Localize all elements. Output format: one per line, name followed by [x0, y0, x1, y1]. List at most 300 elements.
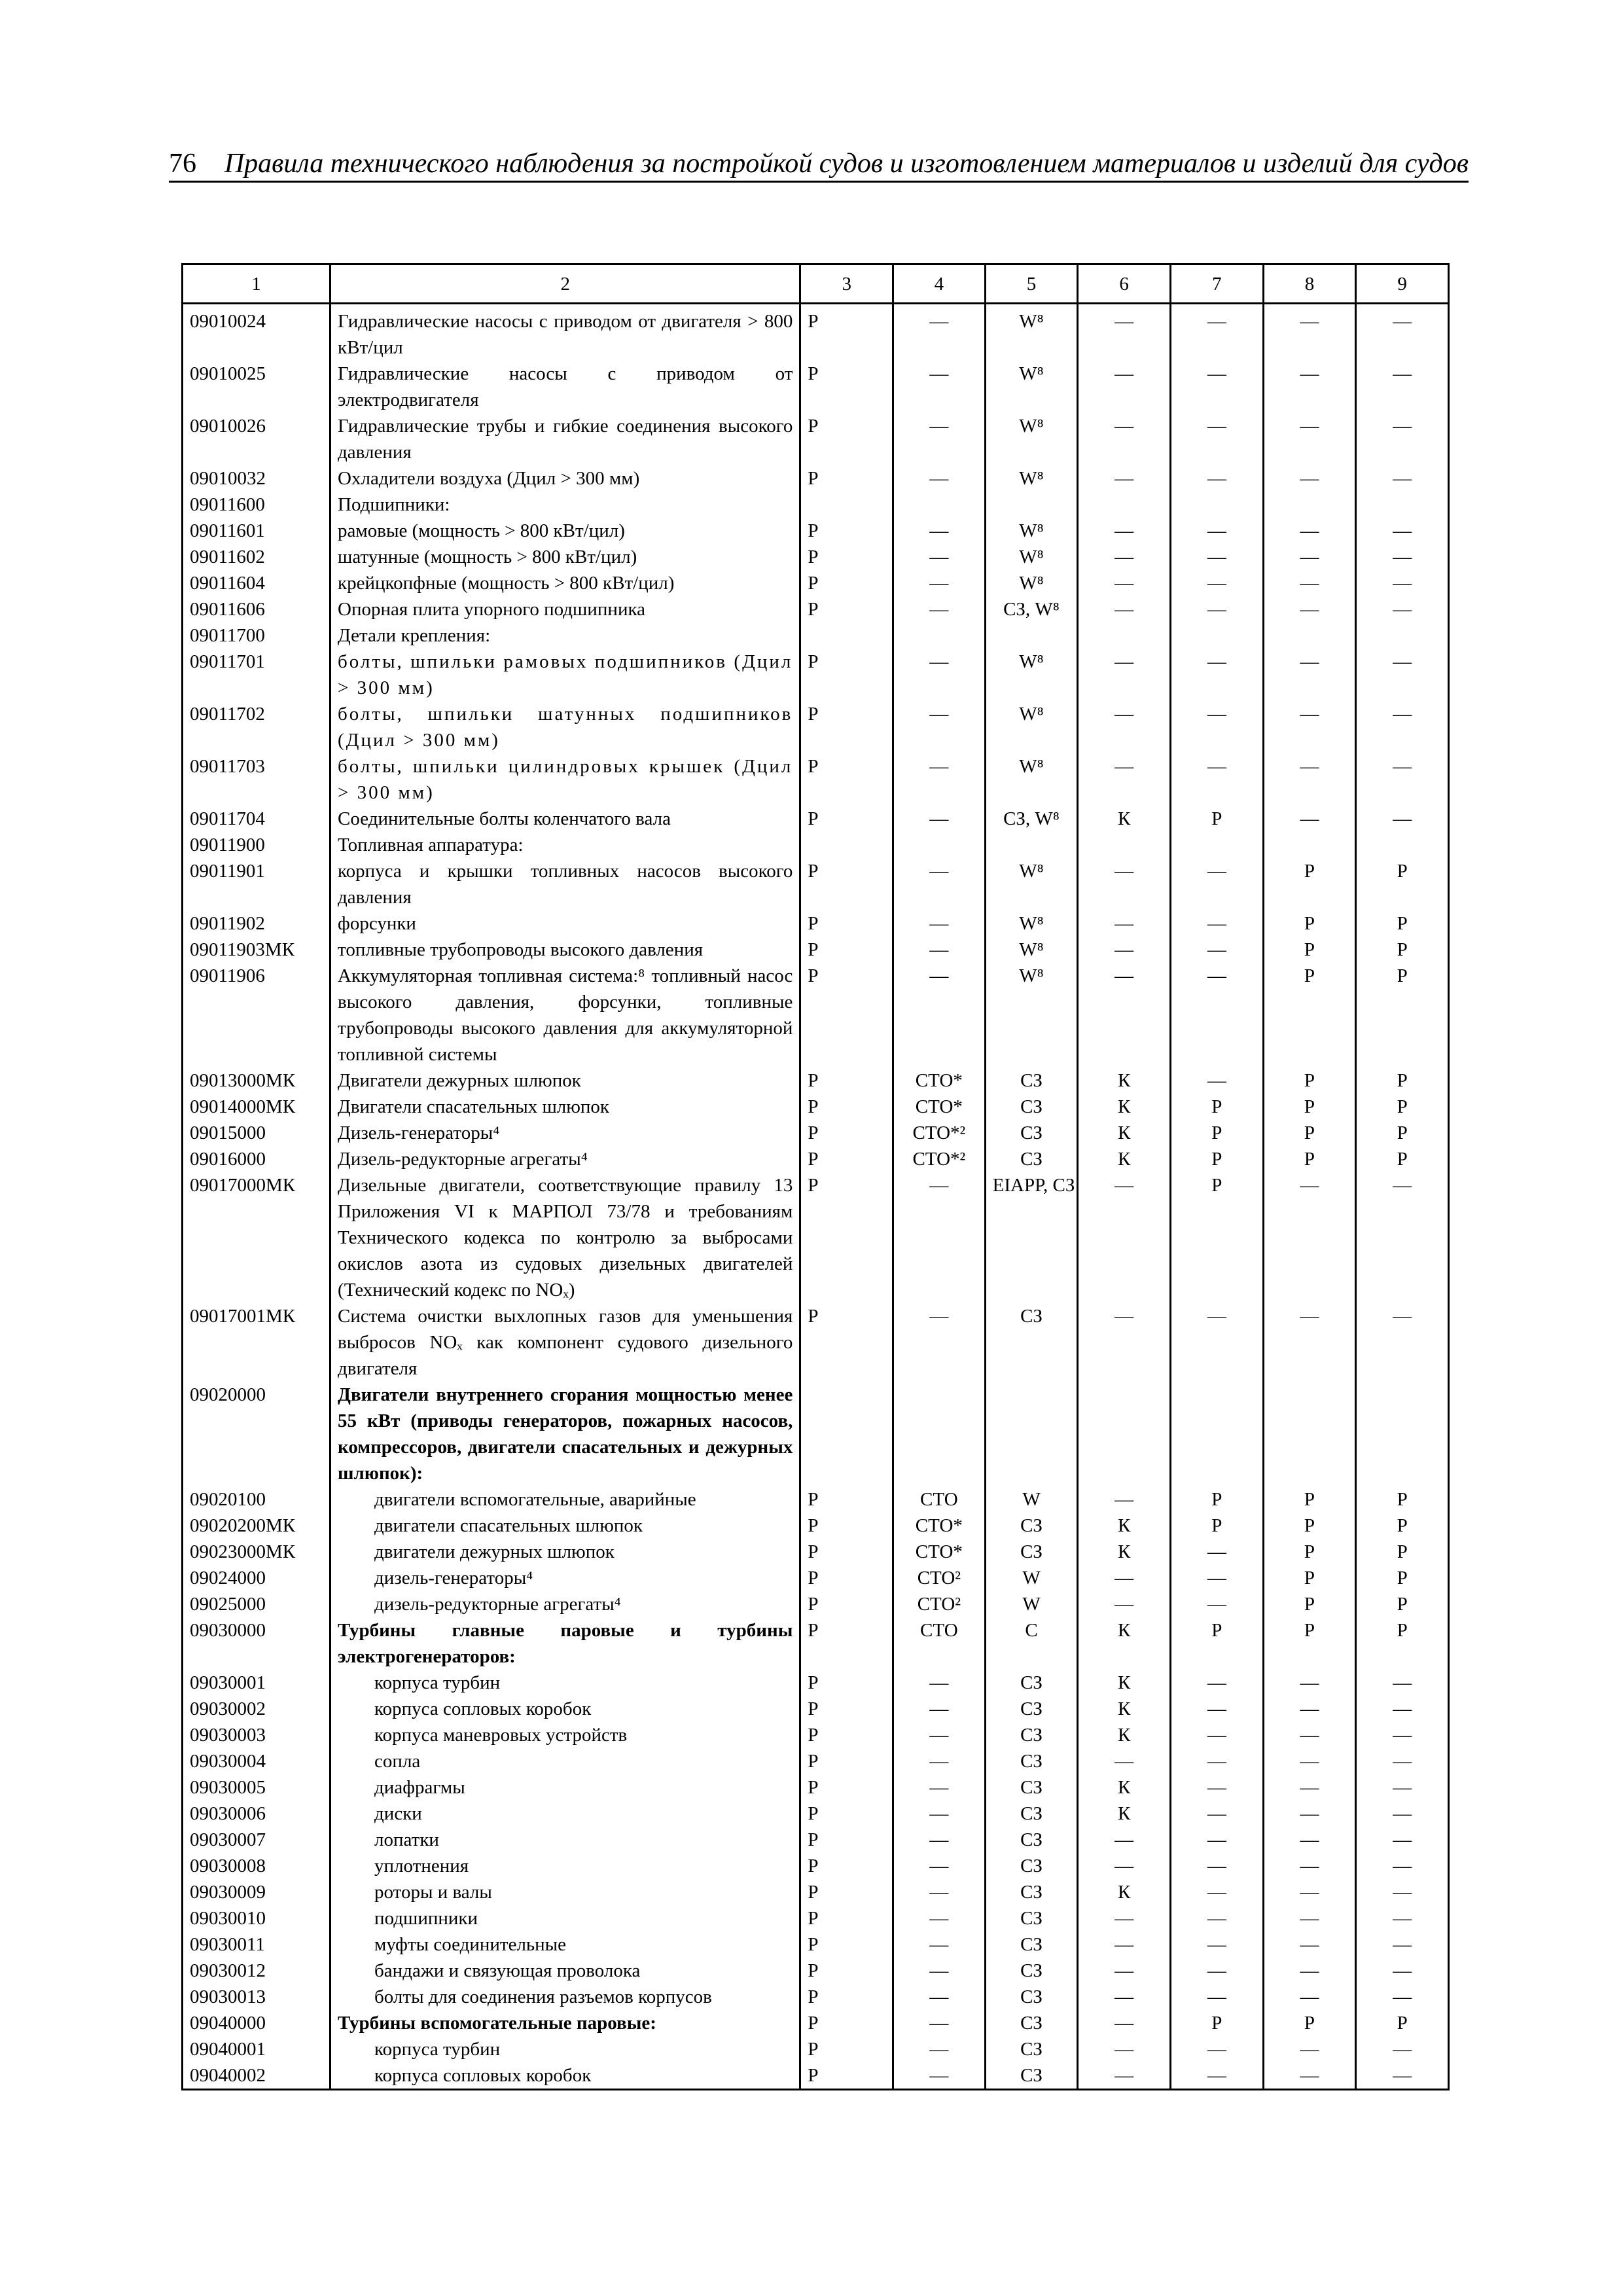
item-description: бандажи и связующая проволока: [330, 1958, 800, 1984]
table-row: [183, 1984, 1449, 2010]
cell-c8: —: [1263, 465, 1356, 492]
cell-c6: —: [1078, 465, 1171, 492]
cell-c4: СТО*: [893, 1513, 986, 1539]
table-row: [183, 1853, 1449, 1879]
table-row: [183, 1801, 1449, 1827]
cell-c3: Р: [800, 1774, 893, 1801]
table-header-row: [183, 264, 1449, 304]
cell-c6: —: [1078, 910, 1171, 937]
cell-c4: [893, 832, 986, 858]
column-header: 1: [183, 264, 330, 304]
item-code: 09030007: [183, 1827, 330, 1853]
cell-c5: СЗ, W⁸: [985, 806, 1078, 832]
item-code: 09016000: [183, 1146, 330, 1172]
cell-c4: —: [893, 937, 986, 963]
table-row: [183, 1565, 1449, 1591]
cell-c9: —: [1356, 1905, 1449, 1931]
cell-c9: Р: [1356, 910, 1449, 937]
cell-c8: —: [1263, 806, 1356, 832]
cell-c3: Р: [800, 2036, 893, 2062]
cell-c7: —: [1170, 1748, 1263, 1774]
running-title: Правила технического наблюдения за постройкой судов и изготовлением материалов и изделий для судов: [224, 149, 1469, 179]
cell-c6: К: [1078, 1120, 1171, 1146]
item-description: корпуса маневровых устройств: [330, 1722, 800, 1748]
column-header: 6: [1078, 264, 1171, 304]
cell-c3: Р: [800, 806, 893, 832]
cell-c3: Р: [800, 1958, 893, 1984]
cell-c7: —: [1170, 465, 1263, 492]
cell-c4: —: [893, 1696, 986, 1722]
cell-c5: W⁸: [985, 570, 1078, 596]
cell-c5: СЗ: [985, 1696, 1078, 1722]
cell-c8: Р: [1263, 1120, 1356, 1146]
cell-c9: —: [1356, 1696, 1449, 1722]
cell-c5: СЗ: [985, 1827, 1078, 1853]
cell-c9: —: [1356, 596, 1449, 622]
cell-c3: Р: [800, 910, 893, 937]
cell-c9: —: [1356, 518, 1449, 544]
cell-c9: Р: [1356, 963, 1449, 1067]
cell-c9: —: [1356, 1984, 1449, 2010]
cell-c6: —: [1078, 1905, 1171, 1931]
item-description: лопатки: [330, 1827, 800, 1853]
cell-c8: Р: [1263, 2010, 1356, 2036]
cell-c4: —: [893, 753, 986, 806]
item-description: диски: [330, 1801, 800, 1827]
item-code: 09030002: [183, 1696, 330, 1722]
cell-c8: —: [1263, 1827, 1356, 1853]
cell-c5: СЗ: [985, 2010, 1078, 2036]
item-description: двигатели дежурных шлюпок: [330, 1539, 800, 1565]
table-row: [183, 1513, 1449, 1539]
item-code: 09011604: [183, 570, 330, 596]
cell-c8: [1263, 492, 1356, 518]
cell-c4: —: [893, 963, 986, 1067]
cell-c9: —: [1356, 2036, 1449, 2062]
cell-c4: —: [893, 1670, 986, 1696]
table-row: [183, 622, 1449, 649]
table-row: [183, 2036, 1449, 2062]
table-row: [183, 570, 1449, 596]
cell-c7: —: [1170, 304, 1263, 361]
cell-c9: Р: [1356, 1146, 1449, 1172]
cell-c3: Р: [800, 1801, 893, 1827]
item-description: топливные трубопроводы высокого давления: [330, 937, 800, 963]
cell-c7: —: [1170, 413, 1263, 465]
item-description: Гидравлические насосы с приводом от электродвигателя: [330, 361, 800, 413]
cell-c6: —: [1078, 1827, 1171, 1853]
cell-c7: [1170, 622, 1263, 649]
cell-c8: Р: [1263, 1591, 1356, 1617]
cell-c9: —: [1356, 1303, 1449, 1382]
cell-c4: СТО²: [893, 1565, 986, 1591]
item-description: муфты соединительные: [330, 1931, 800, 1958]
item-code: 09010025: [183, 361, 330, 413]
cell-c3: Р: [800, 570, 893, 596]
cell-c9: —: [1356, 2062, 1449, 2090]
table-row: [183, 304, 1449, 361]
cell-c6: —: [1078, 649, 1171, 701]
item-code: 09015000: [183, 1120, 330, 1146]
item-code: 09011606: [183, 596, 330, 622]
cell-c5: W⁸: [985, 858, 1078, 910]
cell-c3: Р: [800, 2062, 893, 2090]
cell-c6: —: [1078, 544, 1171, 570]
cell-c4: —: [893, 1827, 986, 1853]
cell-c9: —: [1356, 570, 1449, 596]
cell-c9: —: [1356, 1853, 1449, 1879]
cell-c7: —: [1170, 1696, 1263, 1722]
table-row: [183, 2062, 1449, 2090]
cell-c6: К: [1078, 1801, 1171, 1827]
page-header: [169, 145, 1469, 183]
cell-c6: —: [1078, 701, 1171, 753]
item-description: Опорная плита упорного подшипника: [330, 596, 800, 622]
cell-c4: СТО*²: [893, 1120, 986, 1146]
cell-c6: [1078, 1382, 1171, 1486]
cell-c3: Р: [800, 361, 893, 413]
cell-c8: —: [1263, 1670, 1356, 1696]
cell-c6: К: [1078, 806, 1171, 832]
cell-c5: EIAPP, СЗ: [985, 1172, 1078, 1303]
cell-c6: —: [1078, 361, 1171, 413]
classification-table: [181, 263, 1450, 2090]
cell-c9: —: [1356, 1748, 1449, 1774]
item-description: Турбины главные паровые и турбины электрогенераторов:: [330, 1617, 800, 1670]
table-row: [183, 1827, 1449, 1853]
cell-c5: [985, 622, 1078, 649]
cell-c9: —: [1356, 413, 1449, 465]
item-code: 09014000МК: [183, 1094, 330, 1120]
cell-c7: —: [1170, 544, 1263, 570]
cell-c3: Р: [800, 1722, 893, 1748]
cell-c3: Р: [800, 1172, 893, 1303]
item-description: Система очистки выхлопных газов для уменьшения выбросов NOₓ как компонент судового дизельного двигателя: [330, 1303, 800, 1382]
cell-c7: —: [1170, 1801, 1263, 1827]
cell-c9: Р: [1356, 1094, 1449, 1120]
item-code: 09020100: [183, 1486, 330, 1513]
cell-c4: —: [893, 413, 986, 465]
cell-c3: Р: [800, 1984, 893, 2010]
cell-c7: —: [1170, 2062, 1263, 2090]
cell-c5: СЗ: [985, 1984, 1078, 2010]
cell-c3: Р: [800, 596, 893, 622]
cell-c5: [985, 1382, 1078, 1486]
item-code: 09013000МК: [183, 1067, 330, 1094]
table-row: [183, 1120, 1449, 1146]
cell-c6: —: [1078, 304, 1171, 361]
cell-c6: —: [1078, 1486, 1171, 1513]
cell-c5: СЗ: [985, 1801, 1078, 1827]
table-row: [183, 963, 1449, 1067]
cell-c3: [800, 622, 893, 649]
cell-c8: —: [1263, 570, 1356, 596]
cell-c6: —: [1078, 1565, 1171, 1591]
cell-c7: —: [1170, 1539, 1263, 1565]
cell-c5: С: [985, 1617, 1078, 1670]
cell-c8: —: [1263, 649, 1356, 701]
cell-c9: Р: [1356, 1120, 1449, 1146]
item-description: Дизель-генераторы⁴: [330, 1120, 800, 1146]
cell-c3: Р: [800, 1067, 893, 1094]
cell-c5: СЗ: [985, 1879, 1078, 1905]
cell-c4: —: [893, 1801, 986, 1827]
item-code: 09030003: [183, 1722, 330, 1748]
item-code: 09010024: [183, 304, 330, 361]
cell-c9: Р: [1356, 858, 1449, 910]
item-description: рамовые (мощность > 800 кВт/цил): [330, 518, 800, 544]
cell-c5: СЗ: [985, 1303, 1078, 1382]
table-row: [183, 832, 1449, 858]
item-code: 09030012: [183, 1958, 330, 1984]
cell-c8: —: [1263, 361, 1356, 413]
table-row: [183, 1146, 1449, 1172]
cell-c6: —: [1078, 1303, 1171, 1382]
table-row: [183, 701, 1449, 753]
cell-c7: —: [1170, 649, 1263, 701]
table-row: [183, 544, 1449, 570]
cell-c4: СТО: [893, 1617, 986, 1670]
item-description: Двигатели внутреннего сгорания мощностью менее 55 кВт (приводы генераторов, пожарных насосов, компрессоров, двигатели спасательных и дежурных шлюпок):: [330, 1382, 800, 1486]
table-row: [183, 1591, 1449, 1617]
table-row: [183, 1486, 1449, 1513]
cell-c6: —: [1078, 858, 1171, 910]
cell-c7: [1170, 832, 1263, 858]
cell-c6: —: [1078, 1748, 1171, 1774]
cell-c5: СЗ: [985, 1539, 1078, 1565]
cell-c9: Р: [1356, 1617, 1449, 1670]
cell-c7: Р: [1170, 1146, 1263, 1172]
cell-c9: [1356, 832, 1449, 858]
cell-c5: W⁸: [985, 910, 1078, 937]
cell-c7: —: [1170, 1591, 1263, 1617]
cell-c9: [1356, 1382, 1449, 1486]
cell-c3: Р: [800, 304, 893, 361]
table-row: [183, 465, 1449, 492]
cell-c7: —: [1170, 596, 1263, 622]
cell-c5: СЗ: [985, 1513, 1078, 1539]
item-code: 09030010: [183, 1905, 330, 1931]
cell-c8: —: [1263, 1303, 1356, 1382]
cell-c7: —: [1170, 1984, 1263, 2010]
cell-c4: СТО*²: [893, 1146, 986, 1172]
cell-c5: [985, 832, 1078, 858]
cell-c4: —: [893, 1748, 986, 1774]
item-description: двигатели спасательных шлюпок: [330, 1513, 800, 1539]
cell-c5: W⁸: [985, 544, 1078, 570]
cell-c3: Р: [800, 1670, 893, 1696]
cell-c5: W⁸: [985, 361, 1078, 413]
cell-c9: Р: [1356, 1591, 1449, 1617]
cell-c8: —: [1263, 753, 1356, 806]
item-description: роторы и валы: [330, 1879, 800, 1905]
cell-c8: —: [1263, 413, 1356, 465]
cell-c5: СЗ: [985, 1931, 1078, 1958]
table-row: [183, 858, 1449, 910]
cell-c4: —: [893, 1879, 986, 1905]
cell-c9: —: [1356, 806, 1449, 832]
item-code: 09040000: [183, 2010, 330, 2036]
table-row: [183, 2010, 1449, 2036]
cell-c8: —: [1263, 518, 1356, 544]
cell-c5: СЗ: [985, 1094, 1078, 1120]
cell-c6: —: [1078, 2010, 1171, 2036]
cell-c6: К: [1078, 1146, 1171, 1172]
table-row: [183, 1670, 1449, 1696]
cell-c5: [985, 492, 1078, 518]
cell-c5: W⁸: [985, 649, 1078, 701]
item-code: 09020200МК: [183, 1513, 330, 1539]
cell-c7: Р: [1170, 806, 1263, 832]
cell-c8: —: [1263, 1801, 1356, 1827]
cell-c7: —: [1170, 1879, 1263, 1905]
item-description: корпуса сопловых коробок: [330, 1696, 800, 1722]
cell-c5: W⁸: [985, 304, 1078, 361]
table-row: [183, 1696, 1449, 1722]
cell-c9: —: [1356, 544, 1449, 570]
item-code: 09024000: [183, 1565, 330, 1591]
item-description: Двигатели спасательных шлюпок: [330, 1094, 800, 1120]
cell-c5: W: [985, 1486, 1078, 1513]
cell-c5: СЗ: [985, 1905, 1078, 1931]
cell-c8: —: [1263, 1931, 1356, 1958]
item-code: 09010032: [183, 465, 330, 492]
item-description: Дизель-редукторные агрегаты⁴: [330, 1146, 800, 1172]
cell-c3: [800, 492, 893, 518]
table-row: [183, 806, 1449, 832]
cell-c5: W⁸: [985, 701, 1078, 753]
item-description: Двигатели дежурных шлюпок: [330, 1067, 800, 1094]
cell-c4: —: [893, 649, 986, 701]
cell-c3: Р: [800, 753, 893, 806]
cell-c3: [800, 1382, 893, 1486]
table-row: [183, 1774, 1449, 1801]
cell-c4: —: [893, 304, 986, 361]
item-code: 09030006: [183, 1801, 330, 1827]
table-row: [183, 1931, 1449, 1958]
cell-c7: Р: [1170, 1120, 1263, 1146]
cell-c7: —: [1170, 1670, 1263, 1696]
cell-c3: Р: [800, 1513, 893, 1539]
column-header: 3: [800, 264, 893, 304]
cell-c3: Р: [800, 1617, 893, 1670]
cell-c7: Р: [1170, 1617, 1263, 1670]
cell-c6: —: [1078, 413, 1171, 465]
item-code: 09030005: [183, 1774, 330, 1801]
cell-c6: К: [1078, 1513, 1171, 1539]
cell-c9: Р: [1356, 1486, 1449, 1513]
table-row: [183, 1094, 1449, 1120]
item-code: 09011900: [183, 832, 330, 858]
cell-c9: —: [1356, 1172, 1449, 1303]
cell-c5: W⁸: [985, 753, 1078, 806]
cell-c9: —: [1356, 1774, 1449, 1801]
item-description: подшипники: [330, 1905, 800, 1931]
cell-c5: СЗ: [985, 1670, 1078, 1696]
item-code: 09011600: [183, 492, 330, 518]
cell-c8: Р: [1263, 1094, 1356, 1120]
table-row: [183, 1303, 1449, 1382]
item-description: Гидравлические насосы с приводом от двигателя > 800 кВт/цил: [330, 304, 800, 361]
cell-c7: —: [1170, 1853, 1263, 1879]
cell-c4: —: [893, 2062, 986, 2090]
cell-c8: Р: [1263, 963, 1356, 1067]
table-row: [183, 1748, 1449, 1774]
item-code: 09017000МК: [183, 1172, 330, 1303]
cell-c3: Р: [800, 465, 893, 492]
cell-c4: —: [893, 465, 986, 492]
cell-c7: Р: [1170, 1172, 1263, 1303]
cell-c6: —: [1078, 1984, 1171, 2010]
item-description: корпуса и крышки топливных насосов высокого давления: [330, 858, 800, 910]
cell-c3: Р: [800, 2010, 893, 2036]
item-code: 09011906: [183, 963, 330, 1067]
cell-c5: W⁸: [985, 465, 1078, 492]
cell-c6: К: [1078, 1670, 1171, 1696]
item-code: 09011901: [183, 858, 330, 910]
cell-c7: [1170, 492, 1263, 518]
cell-c4: —: [893, 1774, 986, 1801]
table-body: [183, 304, 1449, 2090]
item-description: шатунные (мощность > 800 кВт/цил): [330, 544, 800, 570]
cell-c3: Р: [800, 1696, 893, 1722]
cell-c6: —: [1078, 753, 1171, 806]
cell-c8: Р: [1263, 1617, 1356, 1670]
item-description: Детали крепления:: [330, 622, 800, 649]
cell-c7: —: [1170, 1303, 1263, 1382]
item-code: 09011701: [183, 649, 330, 701]
cell-c4: —: [893, 1931, 986, 1958]
cell-c5: СЗ: [985, 1774, 1078, 1801]
table-row: [183, 1879, 1449, 1905]
cell-c7: —: [1170, 1931, 1263, 1958]
cell-c9: —: [1356, 361, 1449, 413]
cell-c9: —: [1356, 1670, 1449, 1696]
cell-c6: —: [1078, 1958, 1171, 1984]
cell-c4: СТО*: [893, 1094, 986, 1120]
cell-c6: К: [1078, 1067, 1171, 1094]
item-code: 09040002: [183, 2062, 330, 2090]
cell-c9: —: [1356, 304, 1449, 361]
cell-c4: —: [893, 2010, 986, 2036]
item-description: форсунки: [330, 910, 800, 937]
cell-c7: —: [1170, 701, 1263, 753]
cell-c6: —: [1078, 1591, 1171, 1617]
cell-c8: —: [1263, 304, 1356, 361]
item-code: 09025000: [183, 1591, 330, 1617]
item-code: 09011903МК: [183, 937, 330, 963]
item-description: дизель-генераторы⁴: [330, 1565, 800, 1591]
cell-c7: Р: [1170, 1513, 1263, 1539]
cell-c7: —: [1170, 1565, 1263, 1591]
cell-c9: —: [1356, 1879, 1449, 1905]
item-code: 09017001МК: [183, 1303, 330, 1382]
cell-c7: —: [1170, 910, 1263, 937]
table-row: [183, 1617, 1449, 1670]
cell-c8: Р: [1263, 1067, 1356, 1094]
cell-c6: —: [1078, 963, 1171, 1067]
table-row: [183, 492, 1449, 518]
item-description: корпуса турбин: [330, 2036, 800, 2062]
cell-c8: [1263, 622, 1356, 649]
cell-c3: Р: [800, 544, 893, 570]
cell-c6: —: [1078, 2036, 1171, 2062]
cell-c3: Р: [800, 1853, 893, 1879]
cell-c8: —: [1263, 1905, 1356, 1931]
cell-c5: СЗ: [985, 1853, 1078, 1879]
cell-c4: СТО*: [893, 1067, 986, 1094]
item-description: Гидравлические трубы и гибкие соединения высокого давления: [330, 413, 800, 465]
